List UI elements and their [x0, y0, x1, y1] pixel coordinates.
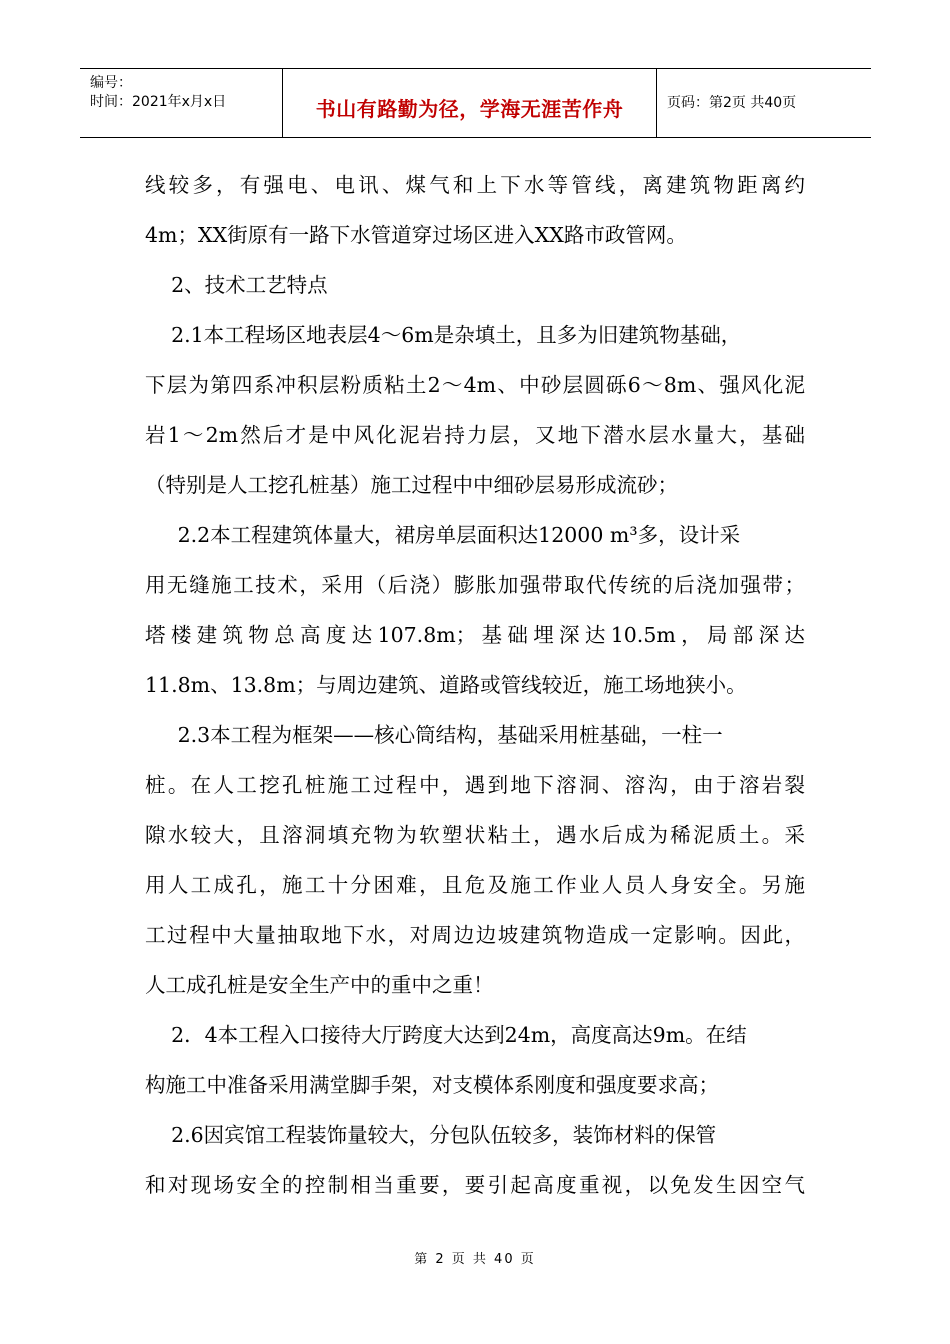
header-motto-cell	[283, 69, 657, 137]
body-line: 人工成孔桩是安全生产中的重中之重！	[145, 973, 494, 997]
body-line: （特别是人工挖孔桩基）施工过程中中细砂层易形成流砂；	[145, 473, 678, 497]
body-line: 岩1～2m然后才是中风化泥岩持力层，又地下潜水层水量大，基础	[145, 423, 805, 447]
body-line: 用人工成孔，施工十分困难，且危及施工作业人员人身安全。另施	[145, 873, 805, 897]
body-line: 11.8m、13.8m；与周边建筑、道路或管线较近，施工场地狭小。	[145, 673, 747, 697]
body-line: 下层为第四系冲积层粉质粘土2～4m、中砂层圆砾6～8m、强风化泥	[145, 373, 805, 397]
header-page-cell	[657, 69, 871, 137]
document-number-label: 编号：	[90, 75, 132, 91]
page-header	[80, 68, 871, 138]
body-line: 隙水较大，且溶洞填充物为软塑状粘土，遇水后成为稀泥质土。采	[145, 823, 805, 847]
body-line: 和对现场安全的控制相当重要，要引起高度重视，以免发生因空气	[145, 1173, 805, 1197]
document-body	[145, 160, 805, 1210]
body-line: 2.6因宾馆工程装饰量较大，分包队伍较多，装饰材料的保管	[145, 1123, 717, 1147]
header-page-number: 页码：第2页 共40页	[667, 95, 797, 111]
body-line: 工过程中大量抽取地下水，对周边边坡建筑物造成一定影响。因此，	[145, 923, 805, 947]
body-line: 用无缝施工技术，采用（后浇）膨胀加强带取代传统的后浇加强带；	[145, 573, 805, 597]
body-line: 桩。在人工挖孔桩施工过程中，遇到地下溶洞、溶沟，由于溶岩裂	[145, 773, 805, 797]
body-line: 2．4本工程入口接待大厅跨度大达到24m，高度高达9m。在结	[145, 1023, 747, 1047]
document-time-label: 时间：2021年x月x日	[90, 94, 227, 110]
header-motto: 书山有路勤为径，学海无涯苦作舟	[315, 97, 624, 121]
page-footer: 第 2 页 共 40 页	[414, 1252, 536, 1267]
body-line: 构施工中准备采用满堂脚手架，对支模体系刚度和强度要求高；	[145, 1073, 719, 1097]
body-line: 2.1本工程场区地表层4～6m是杂填土，且多为旧建筑物基础，	[145, 323, 742, 347]
body-line: 2.3本工程为框架——核心筒结构，基础采用桩基础，一柱一	[145, 723, 723, 747]
body-line: 4m；XX街原有一路下水管道穿过场区进入XX路市政管网。	[145, 223, 687, 247]
body-line: 2.2本工程建筑体量大，裙房单层面积达12000 m³多，设计采	[145, 523, 741, 547]
body-line: 线较多，有强电、电讯、煤气和上下水等管线，离建筑物距离约	[145, 173, 805, 197]
section-heading: 2、技术工艺特点	[145, 273, 328, 297]
header-info-cell	[80, 69, 283, 137]
body-line: 塔楼建筑物总高度达107.8m；基础埋深达10.5m，局部深达	[145, 623, 805, 647]
